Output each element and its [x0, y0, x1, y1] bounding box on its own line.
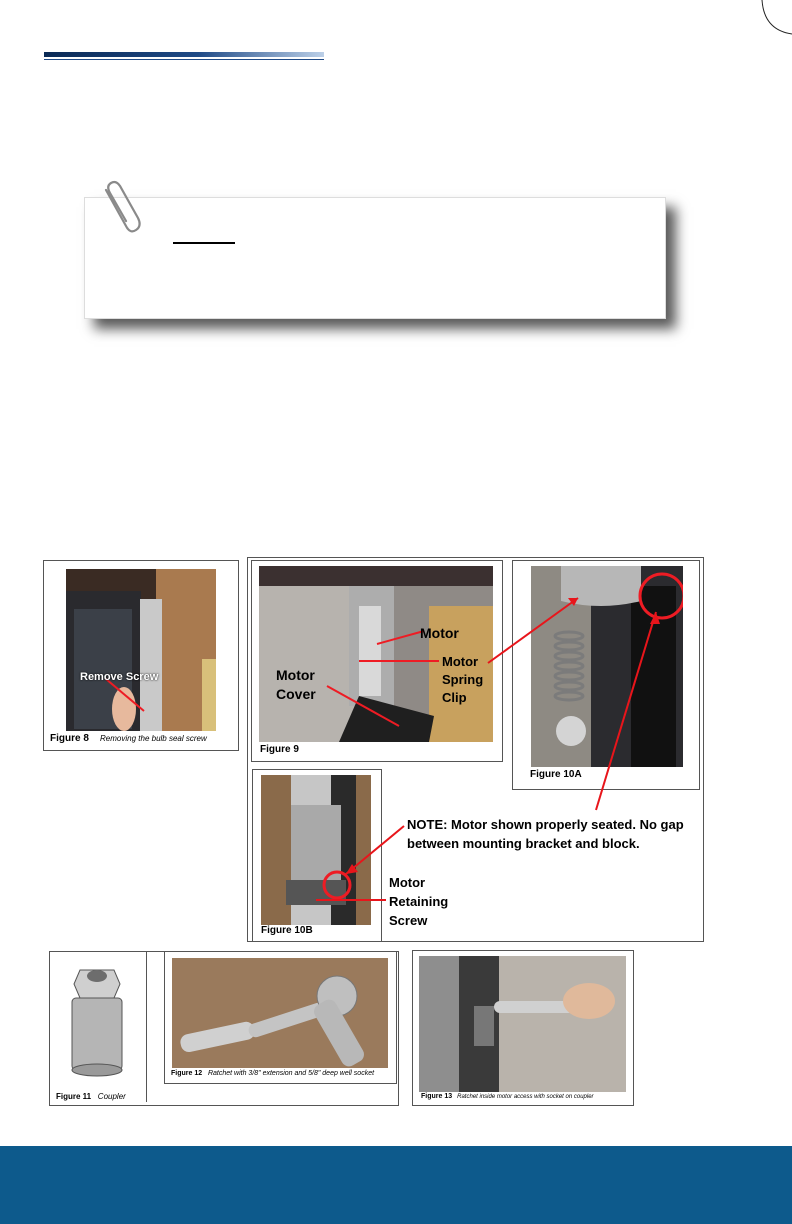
figure-12-number: Figure 12 — [171, 1070, 203, 1077]
figure-12-caption-text: Ratchet with 3/8" extension and 5/8" deep well socket — [207, 1070, 375, 1077]
figure-11 — [50, 952, 147, 1102]
page-footer-band — [0, 1146, 792, 1224]
figure-9-label-clip: Motor Spring Clip — [442, 654, 484, 705]
figure-10b-retaining-screw: Motor Retaining Screw — [389, 875, 449, 928]
figure-9-label-motor: Motor — [420, 625, 459, 641]
figure-9-number: Figure 9 — [260, 744, 299, 755]
figure-10b-note: NOTE: Motor shown properly seated. No gap between mounting bracket and block. — [407, 817, 684, 851]
figure-11-caption-text: Coupler — [97, 1092, 126, 1101]
figure-10b-number: Figure 10B — [261, 925, 313, 936]
figure-8-caption-text: Removing the bulb seal screw — [100, 734, 207, 743]
coupler-illustration — [62, 958, 132, 1078]
figure-12 — [164, 951, 397, 1084]
figure-13-caption — [421, 1093, 594, 1100]
figure-9-label-cover: Motor Cover — [276, 667, 316, 702]
figure-13-caption-text: Ratchet inside motor access with socket on coupler — [457, 1094, 594, 1100]
figure-12-photo — [172, 958, 388, 1068]
figure-13-number: Figure 13 — [421, 1093, 453, 1100]
figure-11-caption — [56, 1092, 126, 1101]
figure-11-number: Figure 11 — [56, 1092, 92, 1101]
figure-13-photo — [419, 956, 626, 1092]
figure-10a-number: Figure 10A — [530, 769, 582, 780]
figure-8-number: Figure 8 — [50, 733, 89, 744]
figure-8-annotation: Remove Screw — [80, 671, 159, 683]
figure-12-caption — [171, 1070, 374, 1077]
figure-13 — [412, 950, 634, 1106]
